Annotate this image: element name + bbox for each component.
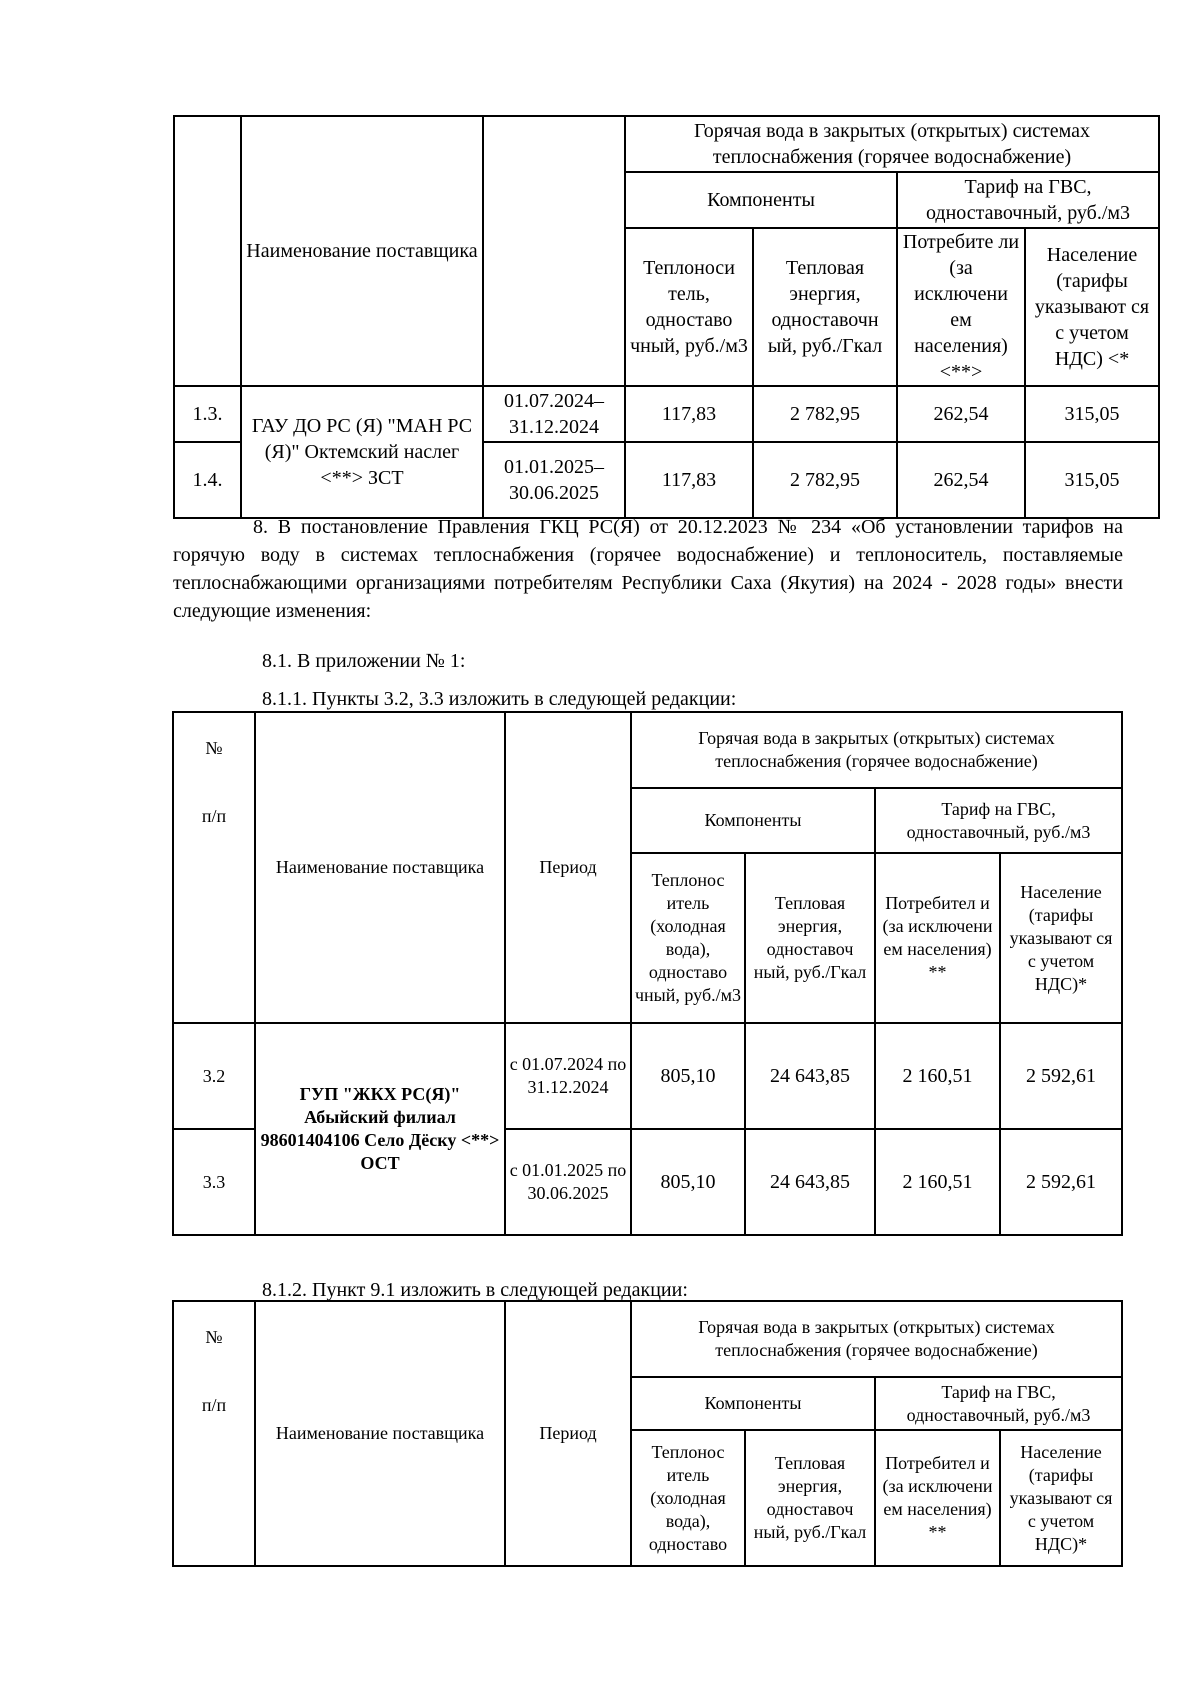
supplier-name: ГУП "ЖКХ РС(Я)" Абыйский филиал 98601404106 Село Дёску <**> ОСТ — [255, 1023, 505, 1235]
paragraph-8-1-2: 8.1.2. Пункт 9.1 изложить в следующей редакции: — [262, 1279, 688, 1301]
row-carrier: 805,10 — [631, 1023, 745, 1129]
header-tariff: Тариф на ГВС, одноставочный, руб./м3 — [897, 172, 1159, 228]
header-pp: п/п — [201, 1395, 227, 1415]
table-row — [174, 386, 1159, 442]
header-period: Период — [505, 712, 631, 1023]
row-population: 315,05 — [1025, 386, 1159, 442]
paragraph-8-1: 8.1. В приложении № 1: — [262, 650, 466, 672]
header-consumers: Потребите ли (за исключени ем населения) <**> — [897, 228, 1025, 386]
header-consumers: Потребител и (за исключени ем населения) ** — [875, 853, 1000, 1023]
header-carrier: Теплоноси тель, одноставо чный, руб./м3 — [625, 228, 753, 386]
row-number: 3.2 — [173, 1023, 255, 1129]
tariff-table-2 — [172, 711, 1123, 1236]
row-consumers: 262,54 — [897, 442, 1025, 518]
row-period: с 01.01.2025 по 30.06.2025 — [505, 1129, 631, 1235]
header-consumers: Потребител и (за исключени ем населения) ** — [875, 1430, 1000, 1566]
row-population: 2 592,61 — [1000, 1023, 1122, 1129]
header-components: Компоненты — [631, 1377, 875, 1430]
tariff-table-1 — [173, 115, 1160, 519]
row-thermal: 2 782,95 — [753, 386, 897, 442]
header-hot-water: Горячая вода в закрытых (открытых) системах теплоснабжения (горячее водоснабжение) — [631, 1301, 1122, 1377]
header-thermal-energy: Тепловая энергия, одноставоч ный, руб./Гкал — [745, 853, 875, 1023]
row-population: 2 592,61 — [1000, 1129, 1122, 1235]
row-period: 01.01.2025– 30.06.2025 — [483, 442, 625, 518]
paragraph-8-1-1: 8.1.1. Пункты 3.2, 3.3 изложить в следующей редакции: — [262, 688, 737, 710]
header-hot-water: Горячая вода в закрытых (открытых) системах теплоснабжения (горячее водоснабжение) — [631, 712, 1122, 788]
header-components: Компоненты — [631, 788, 875, 853]
row-carrier: 117,83 — [625, 442, 753, 518]
supplier-name: ГАУ ДО РС (Я) "МАН РС (Я)" Октемский наслег <**> ЗСТ — [241, 386, 483, 518]
row-carrier: 805,10 — [631, 1129, 745, 1235]
header-num-cell — [174, 116, 241, 386]
header-num-cell — [173, 712, 255, 1023]
row-period: 01.07.2024– 31.12.2024 — [483, 386, 625, 442]
header-tariff: Тариф на ГВС, одноставочный, руб./м3 — [875, 788, 1122, 853]
header-carrier: Теплонос итель (холодная вода), одноставо — [631, 1430, 745, 1566]
header-hot-water: Горячая вода в закрытых (открытых) системах теплоснабжения (горячее водоснабжение) — [625, 116, 1159, 172]
row-consumers: 262,54 — [897, 386, 1025, 442]
row-consumers: 2 160,51 — [875, 1129, 1000, 1235]
header-population: Население (тарифы указывают ся с учетом НДС)* — [1000, 853, 1122, 1023]
header-thermal-energy: Тепловая энергия, одноставоч ный, руб./Гкал — [745, 1430, 875, 1566]
header-period-cell — [483, 116, 625, 386]
header-carrier: Теплонос итель (холодная вода), одноставо чный, руб./м3 — [631, 853, 745, 1023]
header-components: Компоненты — [625, 172, 897, 228]
header-population: Население (тарифы указывают ся с учетом НДС) <* — [1025, 228, 1159, 386]
header-num: № — [205, 738, 223, 758]
row-thermal: 2 782,95 — [753, 442, 897, 518]
header-population: Население (тарифы указывают ся с учетом НДС)* — [1000, 1430, 1122, 1566]
header-num-cell — [173, 1301, 255, 1566]
tariff-table-3 — [172, 1300, 1123, 1567]
row-consumers: 2 160,51 — [875, 1023, 1000, 1129]
header-supplier-name: Наименование поставщика — [255, 1301, 505, 1566]
header-tariff: Тариф на ГВС, одноставочный, руб./м3 — [875, 1377, 1122, 1430]
header-pp: п/п — [201, 806, 227, 826]
header-supplier-name: Наименование поставщика — [241, 116, 483, 386]
header-supplier-name: Наименование поставщика — [255, 712, 505, 1023]
row-period: с 01.07.2024 по 31.12.2024 — [505, 1023, 631, 1129]
header-num: № — [205, 1327, 223, 1347]
paragraph-8: 8. В постановление Правления ГКЦ РС(Я) от 20.12.2023 № 234 «Об установлении тарифов на горячую воду в системах теплоснабжения (горячее водоснабжение) и теплоноситель, поставляемые теплоснабжающими организациями потребителям Республики Саха (Якутия) на 2024 - 2028 годы» внести следующие изменения: — [173, 516, 1123, 622]
row-number: 1.4. — [174, 442, 241, 518]
row-thermal: 24 643,85 — [745, 1023, 875, 1129]
row-number: 1.3. — [174, 386, 241, 442]
row-carrier: 117,83 — [625, 386, 753, 442]
row-thermal: 24 643,85 — [745, 1129, 875, 1235]
header-thermal-energy: Тепловая энергия, одноставочн ый, руб./Гкал — [753, 228, 897, 386]
table-row — [173, 1023, 1122, 1129]
row-population: 315,05 — [1025, 442, 1159, 518]
row-number: 3.3 — [173, 1129, 255, 1235]
header-period: Период — [505, 1301, 631, 1566]
